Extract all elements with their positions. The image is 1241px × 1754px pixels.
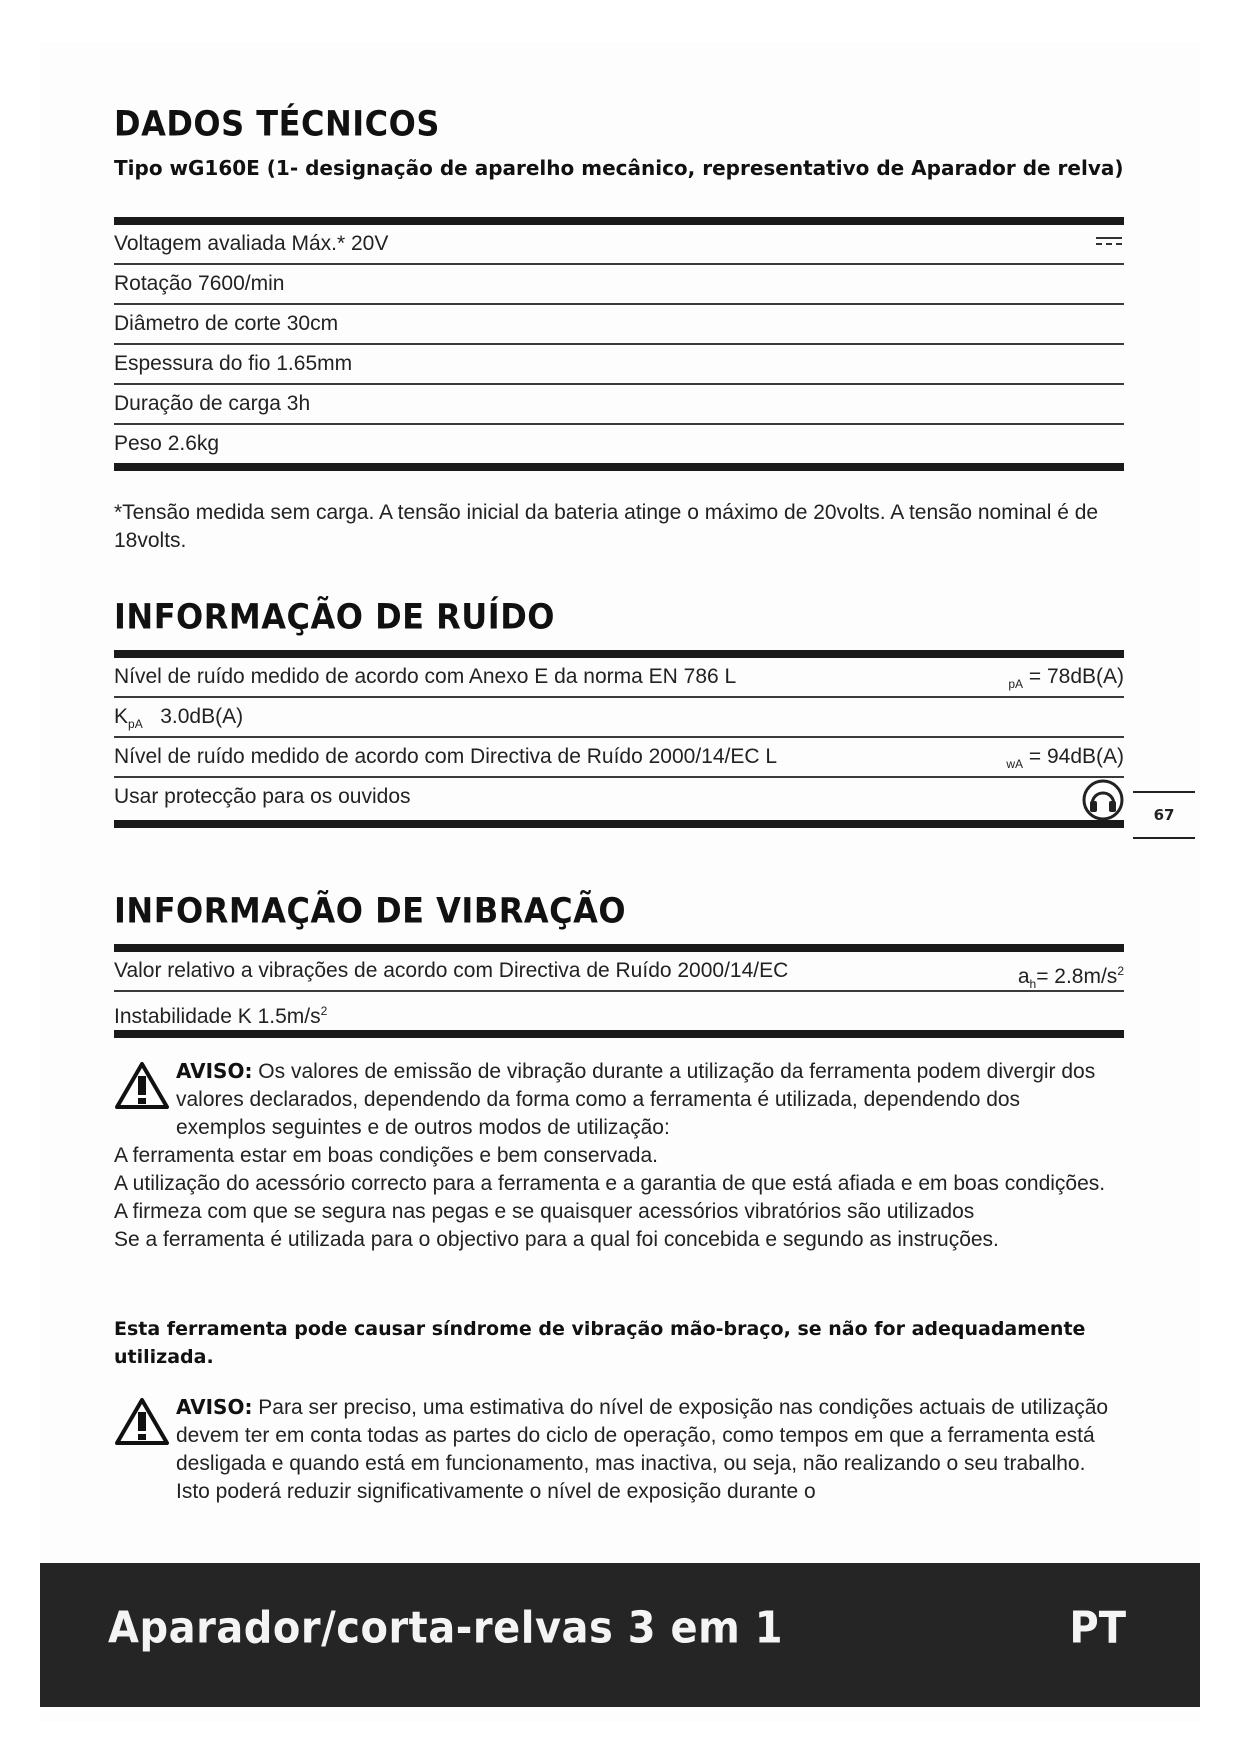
voltage-footnote: *Tensão medida sem carga. A tensão inicial da bateria atinge o máximo de 20volts. A tensão nominal é de 18volts.	[114, 501, 1099, 552]
voltage-label: Voltagem avaliada Máx.* 20V	[114, 232, 389, 255]
list-item: A ferramenta estar em boas condições e bem conservada.	[114, 1144, 658, 1167]
noise-table	[114, 650, 1124, 828]
vibration-value: $a_h= 2.8m/s^2$	[1017, 964, 1124, 992]
warning-text: Para ser preciso, uma estimativa do nível de exposição nas condições actuais de utilização devem ter em conta todas as partes do ciclo de operação, como tempos em que a ferramenta está desligada e quando está em funcionamento, mas inactiva, ou seja, não realizando o seu trabalho. Isto poderá reduzir significativamente o nível de exposição durante o	[176, 1396, 1109, 1503]
vibration-table	[114, 944, 1124, 1038]
table-row	[114, 952, 1124, 990]
technical-table	[114, 217, 1124, 471]
model-subtitle: Tipo wG160E (1- designação de aparelho mecânico, representativo de Aparador de relva)	[114, 156, 1124, 180]
table-row	[114, 658, 1124, 696]
warning-triangle-icon	[114, 1397, 170, 1447]
table-row	[114, 698, 1124, 736]
list-item: Se a ferramenta é utilizada para o objectivo para a qual foi concebida e segundo as instruções.	[114, 1228, 999, 1251]
country-code: PT	[1069, 1603, 1126, 1654]
vibration-warning	[114, 1057, 1114, 1254]
table-row	[114, 225, 1124, 263]
cutting-diameter-label: Diâmetro de corte 30cm	[114, 312, 339, 335]
hand-arm-vibration-note: Esta ferramenta pode causar síndrome de vibração mão-braço, se não for adequadamente utilizada.	[114, 1318, 1086, 1368]
footer-title: Aparador/corta-relvas 3 em 1	[108, 1603, 784, 1654]
sound-pressure-label: Nível de ruído medido de acordo com Anexo E da norma EN 786 L	[114, 665, 737, 688]
table-row	[114, 738, 1124, 776]
vibration-value-label: Valor relativo a vibrações de acordo com Directiva de Ruído 2000/14/EC	[114, 959, 789, 982]
footer-bar	[40, 1563, 1200, 1707]
table-row	[114, 305, 1124, 343]
warning-text: Os valores de emissão de vibração durante a utilização da ferramenta podem divergir dos valores declarados, dependendo da forma como a ferramenta é utilizada, dependendo dos exemplos seguintes e de outros modos de utilização:	[176, 1060, 1096, 1139]
exposure-warning	[114, 1393, 1114, 1506]
table-row	[114, 778, 1124, 820]
line-thickness-label: Espessura do fio 1.65mm	[114, 352, 353, 375]
page-number: 67	[1153, 806, 1175, 824]
vibration-heading: INFORMAÇÃO DE VIBRAÇÃO	[114, 890, 627, 932]
table-row	[114, 345, 1124, 383]
vibration-uncertainty: Instabilidade K $1.5m/s^2$	[114, 1004, 328, 1028]
sound-pressure-value: $_{pA}$ = 78dB(A)	[1008, 665, 1124, 692]
rotation-label: Rotação 7600/min	[114, 272, 285, 295]
list-item: A utilização do acessório correcto para a ferramenta e a garantia de que está afiada e em boas condições.	[114, 1172, 1106, 1195]
list-item: A firmeza com que se segura nas pegas e se quaisquer acessórios vibratórios são utilizados	[114, 1200, 975, 1223]
warning-label: AVISO:	[176, 1395, 253, 1419]
table-row	[114, 265, 1124, 303]
table-row	[114, 425, 1124, 463]
page-number-tab	[1133, 791, 1195, 839]
technical-data-heading: DADOS TÉCNICOS	[114, 103, 440, 145]
dc-symbol-icon	[1094, 225, 1124, 263]
ear-protection-label: Usar protecção para os ouvidos	[114, 785, 411, 808]
noise-heading: INFORMAÇÃO DE RUÍDO	[114, 596, 555, 638]
warning-label: AVISO:	[176, 1059, 253, 1083]
weight-label: Peso 2.6kg	[114, 432, 220, 455]
sound-power-value: $_{wA}$ = 94dB(A)	[1006, 745, 1124, 772]
charge-time-label: Duração de carga 3h	[114, 392, 311, 415]
table-row	[114, 992, 1124, 1030]
uncertainty-kpa: $K_{pA}$ 3.0dB(A)	[114, 705, 244, 732]
ear-protection-icon	[1082, 779, 1124, 834]
warning-triangle-icon	[114, 1061, 170, 1111]
sound-power-label: Nível de ruído medido de acordo com Directiva de Ruído 2000/14/EC L	[114, 745, 778, 768]
table-row	[114, 385, 1124, 423]
